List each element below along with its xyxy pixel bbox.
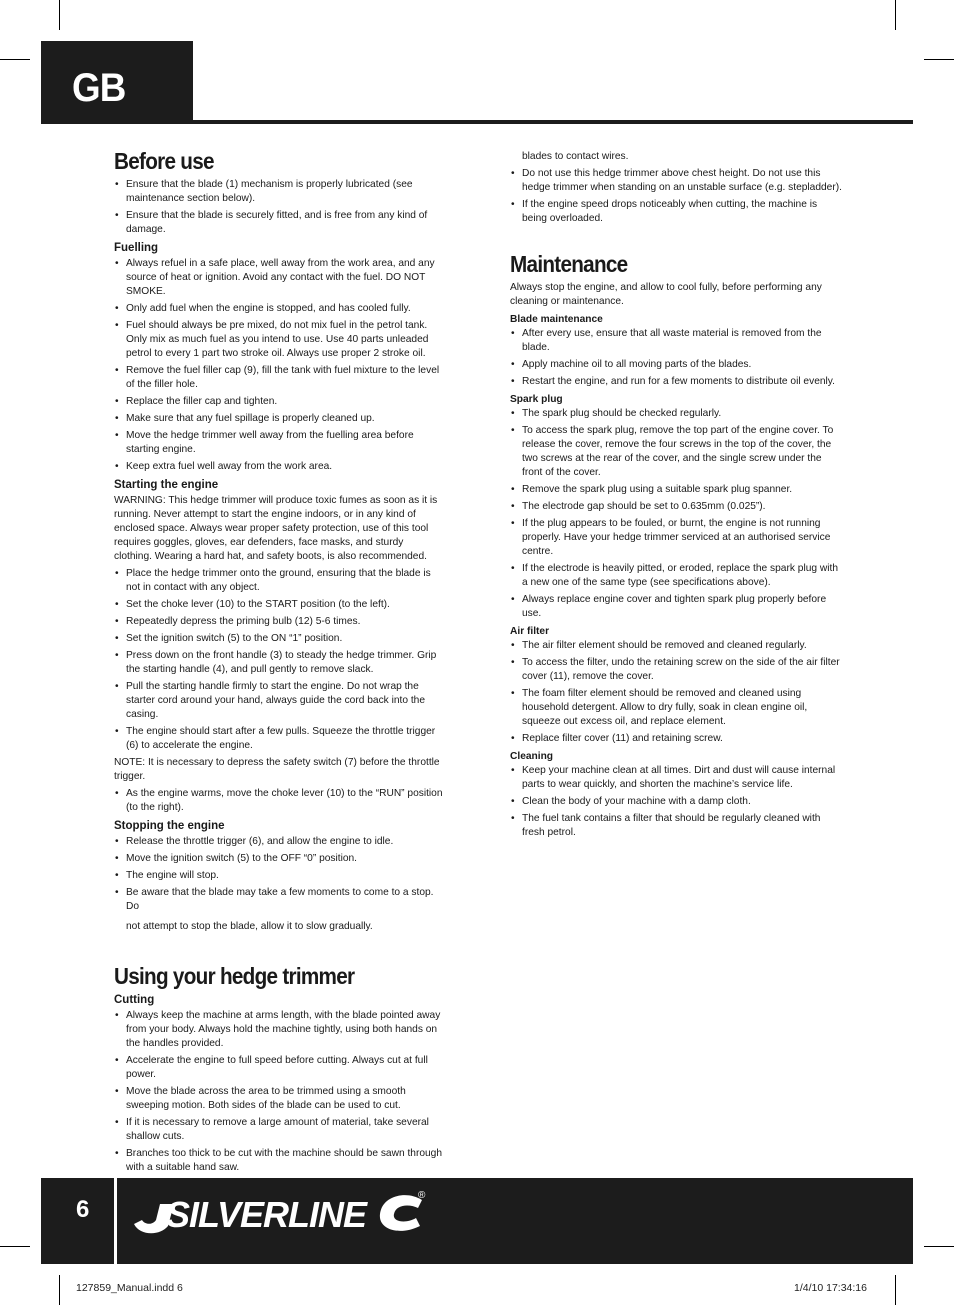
fuelling-list xyxy=(114,257,444,474)
subheading-cleaning: Cleaning xyxy=(510,751,554,762)
subheading-fuelling: Fuelling xyxy=(114,242,159,254)
list-item: • Remove the fuel filler cap (9), fill the tank with fuel mixture to the level of the filler hole. xyxy=(114,364,444,392)
list-item: • Ensure that the blade (1) mechanism is properly lubricated (see maintenance section below). xyxy=(114,178,444,206)
continuation-text: blades to contact wires. xyxy=(522,151,629,162)
list-item: • Keep your machine clean at all times. Dirt and dust will cause internal parts to wear quickly, and shorten the machine’s service life. xyxy=(510,764,844,792)
list-item: • Clean the body of your machine with a damp cloth. xyxy=(510,795,844,809)
before-use-list xyxy=(114,178,444,237)
list-item: • Move the blade across the area to be trimmed using a smooth sweeping motion. Both sides of the blade can be used to cut. xyxy=(114,1085,444,1113)
list-item: • Ensure that the blade is securely fitted, and is free from any kind of damage. xyxy=(114,209,444,237)
crop-mark xyxy=(0,59,30,60)
list-item: • If the electrode is heavily pitted, or eroded, replace the spark plug with a new one of the same type (see specifications above). xyxy=(510,562,844,590)
section-title-using: Using your hedge trimmer xyxy=(114,963,355,989)
subheading-stopping: Stopping the engine xyxy=(114,820,225,832)
list-item: • Pull the starting handle firmly to start the engine. Do not wrap the starter cord around your hand, always guide the cord back into the casing. xyxy=(114,680,444,722)
list-item: • Only add fuel when the engine is stopped, and has cooled fully. xyxy=(114,302,444,316)
header-rule xyxy=(41,120,913,124)
continuation-text: not attempt to stop the blade, allow it to slow gradually. xyxy=(126,921,373,932)
section-title-maintenance: Maintenance xyxy=(510,251,628,277)
list-item: • The engine will stop. xyxy=(114,869,444,883)
cutting-list xyxy=(114,1009,444,1192)
date-slug: 1/4/10 17:34:16 xyxy=(794,1282,867,1294)
list-item: • Always replace engine cover and tighten spark plug properly before use. xyxy=(510,593,844,621)
list-item: • If the plug appears to be fouled, or burnt, the engine is not running properly. Have your hedge trimmer serviced at an authorised service centre. xyxy=(510,517,844,559)
list-item: • Branches too thick to be cut with the machine should be sawn through with a suitable hand saw. xyxy=(114,1147,444,1175)
list-item: • Move the ignition switch (5) to the OFF “0” position. xyxy=(114,852,444,866)
list-item: • Accelerate the engine to full speed before cutting. Always cut at full power. xyxy=(114,1054,444,1082)
list-item: • Replace the filler cap and tighten. xyxy=(114,395,444,409)
list-item: • The foam filter element should be removed and cleaned using household detergent. Allow to dry fully, soak in clean engine oil, squeeze out excess oil, and replace element. xyxy=(510,687,844,729)
brand-logo xyxy=(130,1186,430,1247)
maintenance-intro: Always stop the engine, and allow to cool fully, before performing any cleaning or maintenance. xyxy=(510,282,822,307)
registered-mark: ® xyxy=(418,1190,426,1201)
footer-divider xyxy=(114,1178,117,1264)
crop-mark xyxy=(59,1275,60,1305)
list-item: • Move the hedge trimmer well away from the fuelling area before starting engine. xyxy=(114,429,444,457)
list-item: • The fuel tank contains a filter that should be regularly cleaned with fresh petrol. xyxy=(510,812,844,840)
section-title-before-use: Before use xyxy=(114,148,214,174)
crop-mark xyxy=(895,0,896,30)
spark-list xyxy=(510,407,844,621)
list-item: • The air filter element should be removed and cleaned regularly. xyxy=(510,639,844,653)
list-item: • Press down on the front handle (3) to steady the hedge trimmer. Grip the starting handle (4), and pull gently to remove slack. xyxy=(114,649,444,677)
list-item: • Set the choke lever (10) to the START position (to the left). xyxy=(114,598,444,612)
file-slug: 127859_Manual.indd 6 xyxy=(76,1282,183,1294)
crop-mark xyxy=(924,59,954,60)
list-item: • If it is necessary to remove a large amount of material, take several shallow cuts. xyxy=(114,1116,444,1144)
stopping-list xyxy=(114,835,444,914)
right-column xyxy=(510,150,844,843)
crop-mark xyxy=(895,1275,896,1305)
list-item: • To access the filter, undo the retaining screw on the side of the air filter cover (11), remove the cover. xyxy=(510,656,844,684)
list-item: • Make sure that any fuel spillage is properly cleaned up. xyxy=(114,412,444,426)
list-item: • The electrode gap should be set to 0.635mm (0.025”). xyxy=(510,500,844,514)
warning-text: WARNING: This hedge trimmer will produce toxic fumes as soon as it is running. Never attempt to start the engine indoors, or in any kind of enclosed space. Always wear proper safety protection, use of this tool requires goggles, gloves, ear defenders, face masks, and sturdy clothing. Wearing a hard hat, and safety boots, is also recommended. xyxy=(114,495,438,562)
subheading-cutting: Cutting xyxy=(114,994,155,1006)
list-item: • After every use, ensure that all waste material is removed from the blade. xyxy=(510,327,844,355)
cleaning-list xyxy=(510,764,844,840)
subheading-spark-plug: Spark plug xyxy=(510,394,563,405)
list-item: • Remove the spark plug using a suitable spark plug spanner. xyxy=(510,483,844,497)
starting-list xyxy=(114,567,444,753)
list-item: • Always keep the machine at arms length, with the blade pointed away from your body. Always hold the machine tightly, using both hands on the handles provided. xyxy=(114,1009,444,1051)
list-item: • Restart the engine, and run for a few moments to distribute oil evenly. xyxy=(510,375,844,389)
subheading-air-filter: Air filter xyxy=(510,626,550,637)
crop-mark xyxy=(59,0,60,30)
list-item: • Keep extra fuel well away from the work area. xyxy=(114,460,444,474)
list-item: • The spark plug should be checked regularly. xyxy=(510,407,844,421)
list-item: • Apply machine oil to all moving parts of the blades. xyxy=(510,358,844,372)
list-item: • Set the ignition switch (5) to the ON “1” position. xyxy=(114,632,444,646)
list-item: • The engine should start after a few pulls. Squeeze the throttle trigger (6) to accelerate the engine. xyxy=(114,725,444,753)
list-item: • As the engine warms, move the choke lever (10) to the “RUN” position (to the right). xyxy=(114,787,444,815)
list-item: • Repeatedly depress the priming bulb (12) 5-6 times. xyxy=(114,615,444,629)
cutting-list-continued xyxy=(510,167,844,226)
subheading-blade-maintenance: Blade maintenance xyxy=(510,314,603,325)
subheading-starting: Starting the engine xyxy=(114,479,219,491)
page-number: 6 xyxy=(76,1196,90,1223)
note-text: NOTE: It is necessary to depress the safety switch (7) before the throttle trigger. xyxy=(114,757,440,782)
list-item: • Place the hedge trimmer onto the ground, ensuring that the blade is not in contact with any object. xyxy=(114,567,444,595)
list-item: • Do not use this hedge trimmer above chest height. Do not use this hedge trimmer when standing on an unstable surface (e.g. stepladder). xyxy=(510,167,844,195)
language-code: GB xyxy=(72,66,126,110)
list-item: • Always refuel in a safe place, well away from the work area, and any source of heat or ignition. Avoid any contact with the fuel. DO NOT SMOKE. xyxy=(114,257,444,299)
list-item: • Replace filter cover (11) and retaining screw. xyxy=(510,732,844,746)
list-item: • Be aware that the blade may take a few moments to come to a stop. Do xyxy=(114,886,444,914)
brand-wordmark: SILVERLINE xyxy=(166,1194,367,1235)
starting-list-after-note xyxy=(114,787,444,815)
list-item: • Fuel should always be pre mixed, do not mix fuel in the petrol tank. Only mix as much fuel as you intend to use. Use 40 parts unleaded petrol to every 1 part two stroke oil. Always use proper 2 stroke oil. xyxy=(114,319,444,361)
crop-mark xyxy=(0,1246,30,1247)
air-filter-list xyxy=(510,639,844,746)
blade-list xyxy=(510,327,844,389)
silverline-logo-icon xyxy=(130,1186,430,1242)
left-column xyxy=(114,148,444,1195)
list-item: • If the engine speed drops noticeably when cutting, the machine is being overloaded. xyxy=(510,198,844,226)
list-item: • Release the throttle trigger (6), and allow the engine to idle. xyxy=(114,835,444,849)
crop-mark xyxy=(924,1246,954,1247)
list-item: • To access the spark plug, remove the top part of the engine cover. To release the cover, remove the four screws in the top of the cover, the two screws at the rear of the cover, and the single screw under the front of the cover. xyxy=(510,424,844,480)
